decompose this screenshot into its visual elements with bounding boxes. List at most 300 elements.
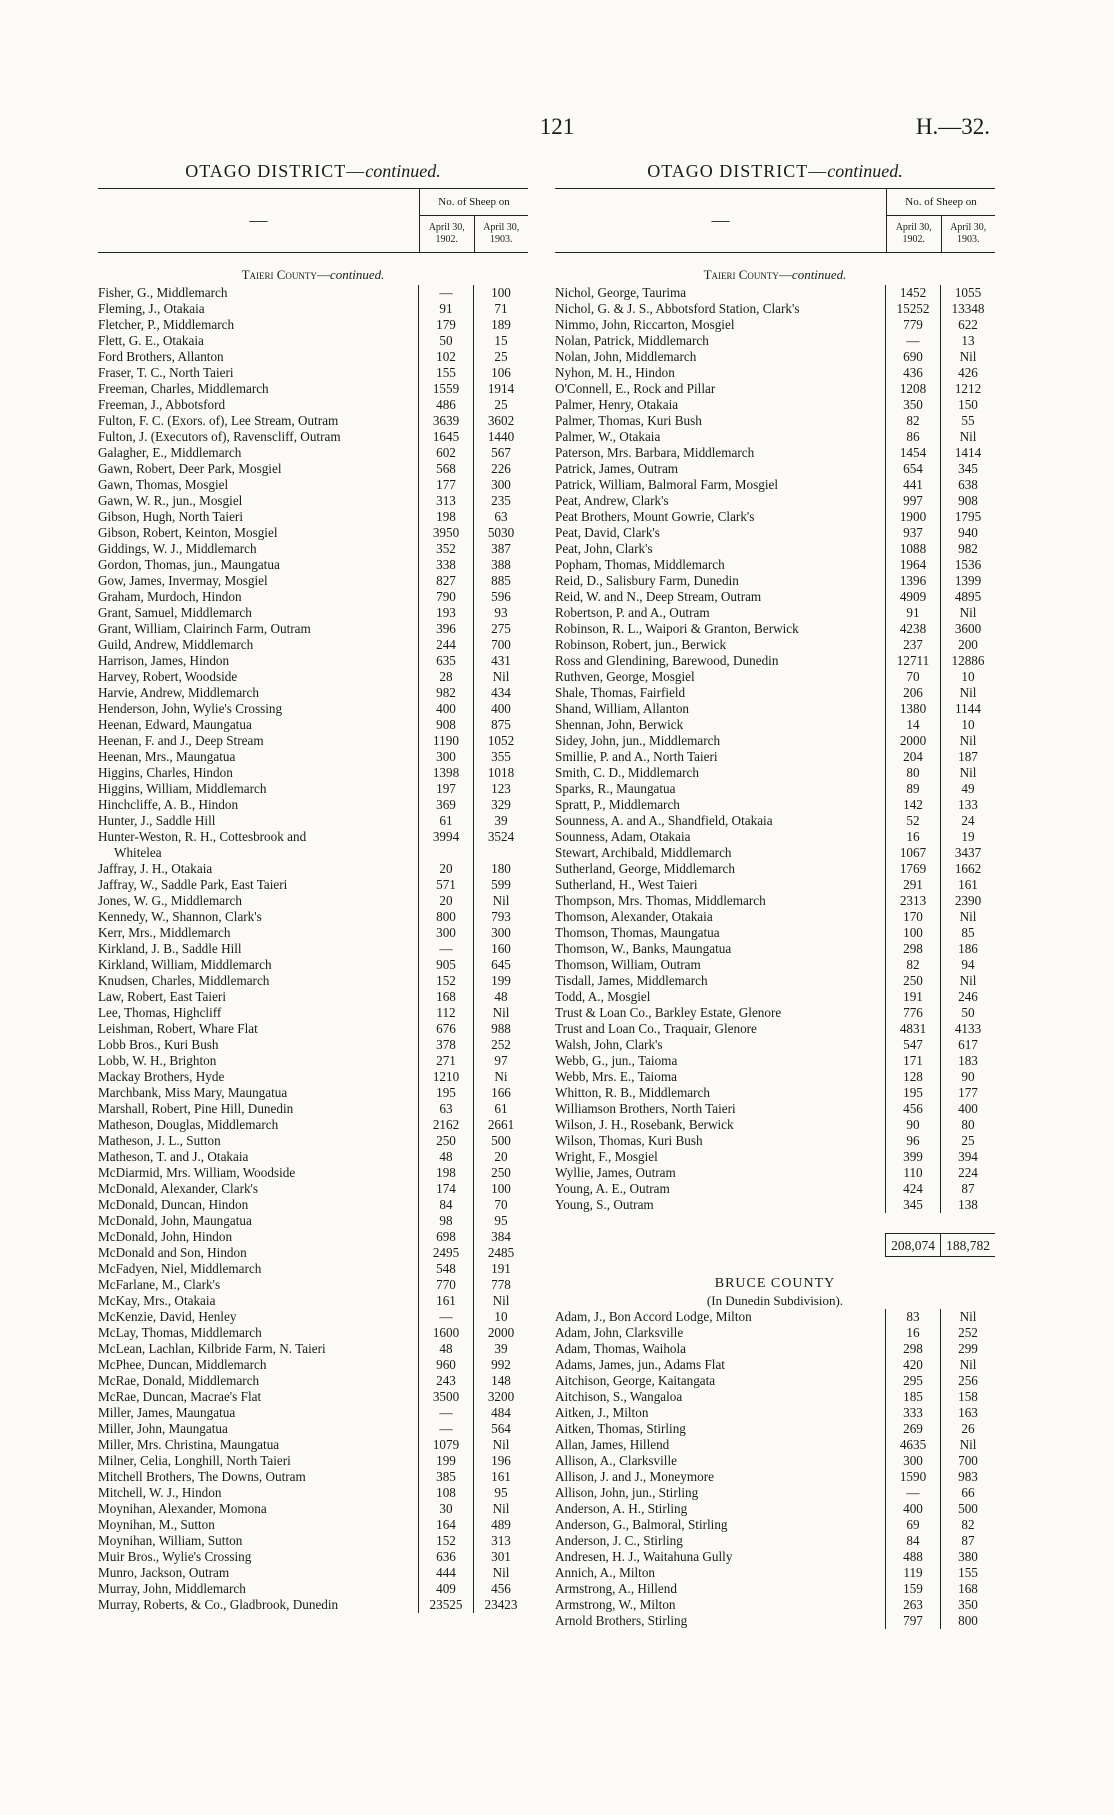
sheep-1902: 776 — [885, 1005, 940, 1021]
section-heading: Taieri County—continued. — [703, 267, 847, 282]
table-row — [555, 477, 995, 493]
table-row — [555, 1517, 995, 1533]
table-row — [98, 349, 528, 365]
sheep-1903: 50 — [940, 1005, 995, 1021]
owner-name: Adam, Thomas, Waihola — [555, 1341, 687, 1356]
table-row — [555, 1325, 995, 1341]
sheep-1902: 161 — [418, 1293, 473, 1309]
sheep-1903: 256 — [940, 1373, 995, 1389]
bruce-county-subtitle: (In Dunedin Subdivision). — [706, 1293, 844, 1308]
sheep-1902: 937 — [885, 525, 940, 541]
sheep-1903: 163 — [940, 1405, 995, 1421]
owner-name: Heenan, Mrs., Maungatua — [98, 749, 236, 764]
table-row — [555, 749, 995, 765]
table-row — [555, 317, 995, 333]
sheep-1903: 3600 — [940, 621, 995, 637]
left-column — [98, 158, 528, 1613]
owner-name: Ford Brothers, Allanton — [98, 349, 224, 364]
sheep-1902: 396 — [418, 621, 473, 637]
table-row — [555, 909, 995, 925]
owner-name: Milner, Celia, Longhill, North Taieri — [98, 1453, 291, 1468]
header-1902: April 30, 1902. — [420, 216, 475, 252]
sheep-1903: 3602 — [473, 413, 528, 429]
sheep-1903: 387 — [473, 541, 528, 557]
owner-name: Marshall, Robert, Pine Hill, Dunedin — [98, 1101, 294, 1116]
table-row — [98, 589, 528, 605]
sheep-1903: 388 — [473, 557, 528, 573]
sheep-1903: 187 — [940, 749, 995, 765]
sheep-1903: 138 — [940, 1197, 995, 1213]
owner-name: Sparks, R., Maungatua — [555, 781, 676, 796]
owner-name: Andresen, H. J., Waitahuna Gully — [555, 1549, 733, 1564]
sheep-1902: 4909 — [885, 589, 940, 605]
table-row — [555, 701, 995, 717]
sheep-1903: 5030 — [473, 525, 528, 541]
table-row — [555, 285, 995, 301]
sheep-1903: 2485 — [473, 1245, 528, 1261]
table-row — [98, 1101, 528, 1117]
owner-name: Shennan, John, Berwick — [555, 717, 684, 732]
owner-name: Nimmo, John, Riccarton, Mosgiel — [555, 317, 735, 332]
table-row — [98, 445, 528, 461]
sheep-1903: 700 — [940, 1453, 995, 1469]
owner-name: Murray, Roberts, & Co., Gladbrook, Dunedin — [98, 1597, 339, 1612]
sheep-1903: 80 — [940, 1117, 995, 1133]
owner-name: Palmer, W., Otakaia — [555, 429, 661, 444]
owner-name: Jones, W. G., Middlemarch — [98, 893, 242, 908]
table-row — [98, 1485, 528, 1501]
owner-name: Miller, John, Maungatua — [98, 1421, 228, 1436]
sheep-1902: 16 — [885, 1325, 940, 1341]
table-row — [98, 1517, 528, 1533]
sheep-1902: 827 — [418, 573, 473, 589]
sheep-1902: 61 — [418, 813, 473, 829]
table-row — [98, 861, 528, 877]
sheep-1903: 793 — [473, 909, 528, 925]
sheep-1902: 800 — [418, 909, 473, 925]
sheep-1903: 300 — [473, 925, 528, 941]
owner-name: Trust and Loan Co., Traquair, Glenore — [555, 1021, 757, 1036]
sheep-1902: 1210 — [418, 1069, 473, 1085]
sheep-1903: 189 — [473, 317, 528, 333]
table-row — [98, 381, 528, 397]
sheep-1903: 123 — [473, 781, 528, 797]
sheep-1903: 1018 — [473, 765, 528, 781]
owner-name: Robinson, Robert, jun., Berwick — [555, 637, 727, 652]
owner-name: Gawn, Thomas, Mosgiel — [98, 477, 229, 492]
owner-name: Lobb Bros., Kuri Bush — [98, 1037, 219, 1052]
sheep-1903: 158 — [940, 1389, 995, 1405]
owner-name: McDonald, Duncan, Hindon — [98, 1197, 249, 1212]
table-row — [98, 1597, 528, 1613]
owner-name: Freeman, Charles, Middlemarch — [98, 381, 269, 396]
sheep-1903: 400 — [473, 701, 528, 717]
owner-name: Nyhon, M. H., Hindon — [555, 365, 675, 380]
table-row — [98, 1405, 528, 1421]
owner-name: Palmer, Thomas, Kuri Bush — [555, 413, 702, 428]
owner-name: Sounness, A. and A., Shandfield, Otakaia — [555, 813, 773, 828]
table-row — [98, 1053, 528, 1069]
sheep-1902: 905 — [418, 957, 473, 973]
sheep-1903: 1536 — [940, 557, 995, 573]
owner-name: Patrick, William, Balmoral Farm, Mosgiel — [555, 477, 779, 492]
sheep-1903: Nil — [940, 733, 995, 749]
owner-name: Wright, F., Mosgiel — [555, 1149, 658, 1164]
sheep-1903: 778 — [473, 1277, 528, 1293]
owner-name: Gordon, Thomas, jun., Maungatua — [98, 557, 280, 572]
sheep-1902: 244 — [418, 637, 473, 653]
sheep-1902: 63 — [418, 1101, 473, 1117]
sheep-1902: 50 — [418, 333, 473, 349]
owner-name: Wilson, Thomas, Kuri Bush — [555, 1133, 703, 1148]
owner-name: Fulton, F. C. (Exors. of), Lee Stream, Outram — [98, 413, 339, 428]
sheep-1903: 1055 — [940, 285, 995, 301]
owner-name: Marchbank, Miss Mary, Maungatua — [98, 1085, 288, 1100]
owner-name: Allison, John, jun., Stirling — [555, 1485, 699, 1500]
header-1902: April 30, 1902. — [887, 216, 942, 252]
sheep-1902: 1454 — [885, 445, 940, 461]
owner-name: Mackay Brothers, Hyde — [98, 1069, 225, 1084]
sheep-1902: 690 — [885, 349, 940, 365]
sheep-1903: 168 — [940, 1581, 995, 1597]
sheep-1902: 12711 — [885, 653, 940, 669]
sheep-1903: 186 — [940, 941, 995, 957]
owner-name: Whitelea — [114, 845, 162, 860]
district-title: OTAGO DISTRICT—continued. — [647, 161, 903, 181]
owner-name: McKay, Mrs., Otakaia — [98, 1293, 216, 1308]
sheep-1903: 19 — [940, 829, 995, 845]
sheep-1903: 1414 — [940, 445, 995, 461]
owner-name: Giddings, W. J., Middlemarch — [98, 541, 257, 556]
sheep-1902: 654 — [885, 461, 940, 477]
table-row — [98, 701, 528, 717]
owner-name: Hunter, J., Saddle Hill — [98, 813, 216, 828]
sheep-1903: 71 — [473, 301, 528, 317]
owner-name: Lee, Thomas, Highcliff — [98, 1005, 222, 1020]
table-row — [98, 461, 528, 477]
sheep-1902: 1190 — [418, 733, 473, 749]
owner-name: Fleming, J., Otakaia — [98, 301, 205, 316]
sheep-1902: 333 — [885, 1405, 940, 1421]
sheep-1902: 263 — [885, 1597, 940, 1613]
sheep-1902: 345 — [885, 1197, 940, 1213]
owner-name: Higgins, William, Middlemarch — [98, 781, 267, 796]
table-row — [98, 1229, 528, 1245]
sheep-1903: 434 — [473, 685, 528, 701]
table-row — [98, 1069, 528, 1085]
owner-name: Kirkland, William, Middlemarch — [98, 957, 272, 972]
owner-name: Wyllie, James, Outram — [555, 1165, 676, 1180]
sheep-1902: 69 — [885, 1517, 940, 1533]
owner-name: Kerr, Mrs., Middlemarch — [98, 925, 231, 940]
owner-name: McRae, Donald, Middlemarch — [98, 1373, 260, 1388]
sheep-1902: 164 — [418, 1517, 473, 1533]
sheep-1902: 698 — [418, 1229, 473, 1245]
owner-name: Mitchell Brothers, The Downs, Outram — [98, 1469, 306, 1484]
owner-name: Freeman, J., Abbotsford — [98, 397, 226, 412]
sheep-1902: 152 — [418, 973, 473, 989]
sheep-1902: 676 — [418, 1021, 473, 1037]
owner-name: Law, Robert, East Taieri — [98, 989, 226, 1004]
sheep-1903: 1052 — [473, 733, 528, 749]
table-row — [555, 301, 995, 317]
table-row — [555, 541, 995, 557]
sheep-1903: 983 — [940, 1469, 995, 1485]
sheep-1903: 39 — [473, 813, 528, 829]
header-1903: April 30, 1903. — [950, 222, 987, 245]
sheep-1902: 152 — [418, 1533, 473, 1549]
table-row — [98, 557, 528, 573]
owner-name: Sounness, Adam, Otakaia — [555, 829, 691, 844]
table-header — [98, 188, 528, 253]
table-row — [555, 557, 995, 573]
owner-name: Annich, A., Milton — [555, 1565, 656, 1580]
sheep-1902: 547 — [885, 1037, 940, 1053]
sheep-1902: 350 — [885, 397, 940, 413]
owner-name: Paterson, Mrs. Barbara, Middlemarch — [555, 445, 755, 460]
sheep-1902: 193 — [418, 605, 473, 621]
owner-name: Matheson, T. and J., Otakaia — [98, 1149, 249, 1164]
sheep-1903: 25 — [940, 1133, 995, 1149]
owner-name: Moynihan, William, Sutton — [98, 1533, 243, 1548]
table-row — [98, 621, 528, 637]
sheep-1903: 25 — [473, 397, 528, 413]
sheep-1902: 486 — [418, 397, 473, 413]
table-row — [98, 973, 528, 989]
sheep-1903: 246 — [940, 989, 995, 1005]
sheep-1903: 394 — [940, 1149, 995, 1165]
sheep-1903: 301 — [473, 1549, 528, 1565]
sheep-1903: 100 — [473, 285, 528, 301]
sheep-1903: 567 — [473, 445, 528, 461]
sheep-1902: 171 — [885, 1053, 940, 1069]
table-row — [98, 669, 528, 685]
table-row — [555, 1533, 995, 1549]
table-row — [98, 1325, 528, 1341]
owner-name: Shand, William, Allanton — [555, 701, 690, 716]
sheep-1903: 4133 — [940, 1021, 995, 1037]
owner-name: Fletcher, P., Middlemarch — [98, 317, 235, 332]
sheep-1903: Nil — [940, 909, 995, 925]
owner-name: Patrick, James, Outram — [555, 461, 679, 476]
sheep-1902: 1645 — [418, 429, 473, 445]
owner-name: Harvie, Andrew, Middlemarch — [98, 685, 260, 700]
owner-name: Williamson Brothers, North Taieri — [555, 1101, 736, 1116]
sheep-1902: — — [885, 333, 940, 349]
table-row — [555, 1613, 995, 1629]
owner-name: Trust & Loan Co., Barkley Estate, Glenore — [555, 1005, 782, 1020]
table-row — [555, 589, 995, 605]
sheep-1903: 940 — [940, 525, 995, 541]
sheep-1902: 197 — [418, 781, 473, 797]
sheep-1902: 1964 — [885, 557, 940, 573]
table-row — [98, 1341, 528, 1357]
owner-name: Thomson, William, Outram — [555, 957, 701, 972]
sheep-1903: 3437 — [940, 845, 995, 861]
sheep-1903: Nil — [940, 605, 995, 621]
table-row — [98, 573, 528, 589]
sheep-1903: 90 — [940, 1069, 995, 1085]
owner-name: Gibson, Robert, Keinton, Mosgiel — [98, 525, 278, 540]
sheep-1902: 185 — [885, 1389, 940, 1405]
sheep-1902: 98 — [418, 1213, 473, 1229]
sheep-1903: 456 — [473, 1581, 528, 1597]
sheep-1903: 200 — [940, 637, 995, 653]
owner-name: Lobb, W. H., Brighton — [98, 1053, 217, 1068]
sheep-1902: 797 — [885, 1613, 940, 1629]
table-row — [555, 797, 995, 813]
sheep-1902: 82 — [885, 957, 940, 973]
sheep-1902: 291 — [885, 877, 940, 893]
owner-name: Galagher, E., Middlemarch — [98, 445, 242, 460]
sheep-1902: 112 — [418, 1005, 473, 1021]
table-row — [555, 1069, 995, 1085]
sheep-1903: Nil — [940, 1357, 995, 1373]
table-row — [555, 1485, 995, 1501]
owner-name: Sidey, John, jun., Middlemarch — [555, 733, 721, 748]
owner-name: Walsh, John, Clark's — [555, 1037, 663, 1052]
owner-name: Grant, William, Clairinch Farm, Outram — [98, 621, 311, 636]
table-row — [98, 1149, 528, 1165]
owner-name: Young, A. E., Outram — [555, 1181, 670, 1196]
sheep-1902: 602 — [418, 445, 473, 461]
sheep-1902: 102 — [418, 349, 473, 365]
sheep-1903: 1399 — [940, 573, 995, 589]
sheep-1902: 3994 — [418, 829, 473, 845]
sheep-1903: 13348 — [940, 301, 995, 317]
table-row — [98, 1437, 528, 1453]
bruce-rows — [555, 1309, 995, 1629]
owner-name: McKenzie, David, Henley — [98, 1309, 237, 1324]
sheep-1903: 85 — [940, 925, 995, 941]
sheep-1902: 1398 — [418, 765, 473, 781]
table-row — [98, 957, 528, 973]
table-row — [555, 1197, 995, 1213]
table-row — [555, 717, 995, 733]
owner-name: McDonald and Son, Hindon — [98, 1245, 247, 1260]
table-row — [98, 1021, 528, 1037]
sheep-1902: 191 — [885, 989, 940, 1005]
table-row — [555, 877, 995, 893]
owner-name: Matheson, J. L., Sutton — [98, 1133, 221, 1148]
table-row — [98, 717, 528, 733]
owner-name: Thomson, Alexander, Otakaia — [555, 909, 713, 924]
table-row — [555, 621, 995, 637]
sheep-1902: 179 — [418, 317, 473, 333]
owner-name: Ross and Glendining, Barewood, Dunedin — [555, 653, 779, 668]
sheep-1902: 1208 — [885, 381, 940, 397]
table-row — [555, 1597, 995, 1613]
sheep-1903: 3524 — [473, 829, 528, 845]
owner-name: Munro, Jackson, Outram — [98, 1565, 230, 1580]
table-row — [98, 845, 528, 861]
owner-name: Gow, James, Invermay, Mosgiel — [98, 573, 268, 588]
table-row — [555, 493, 995, 509]
sheep-1902: 488 — [885, 1549, 940, 1565]
sheep-1902: 119 — [885, 1565, 940, 1581]
sheep-1902: 790 — [418, 589, 473, 605]
owner-name: Whitton, R. B., Middlemarch — [555, 1085, 710, 1100]
table-row — [98, 1245, 528, 1261]
owner-name: Allison, J. and J., Moneymore — [555, 1469, 714, 1484]
table-row — [555, 1549, 995, 1565]
owner-name: Armstrong, W., Milton — [555, 1597, 676, 1612]
sheep-1902: 4831 — [885, 1021, 940, 1037]
table-row — [98, 1357, 528, 1373]
sheep-1902: 456 — [885, 1101, 940, 1117]
sheep-1903: 133 — [940, 797, 995, 813]
table-row — [555, 781, 995, 797]
sheep-1902: 997 — [885, 493, 940, 509]
sheep-1902: 174 — [418, 1181, 473, 1197]
owner-name: Heenan, Edward, Maungatua — [98, 717, 252, 732]
sheep-1902: 82 — [885, 413, 940, 429]
table-row — [555, 637, 995, 653]
sheep-1902: 770 — [418, 1277, 473, 1293]
sheep-1902: 779 — [885, 317, 940, 333]
sheep-1903: 596 — [473, 589, 528, 605]
table-row — [555, 1053, 995, 1069]
table-row — [555, 813, 995, 829]
owner-name: Fisher, G., Middlemarch — [98, 285, 228, 300]
owner-name: Moynihan, M., Sutton — [98, 1517, 215, 1532]
section-heading: Taieri County—continued. — [241, 267, 385, 282]
table-row — [555, 1005, 995, 1021]
owner-name: McDonald, John, Maungatua — [98, 1213, 252, 1228]
sheep-1903: 97 — [473, 1053, 528, 1069]
owner-name: Sutherland, H., West Taieri — [555, 877, 698, 892]
left-rows — [98, 285, 528, 1613]
sheep-1903: 106 — [473, 365, 528, 381]
sheep-1903: 87 — [940, 1533, 995, 1549]
sheep-1903: 196 — [473, 1453, 528, 1469]
table-row — [98, 413, 528, 429]
total-1903: 188,782 — [940, 1233, 995, 1257]
sheep-1903: 252 — [940, 1325, 995, 1341]
owner-name: Leishman, Robert, Whare Flat — [98, 1021, 258, 1036]
sheep-1903: Ni — [473, 1069, 528, 1085]
sheep-1902: 2495 — [418, 1245, 473, 1261]
owner-name: Harrison, James, Hindon — [98, 653, 230, 668]
table-row — [98, 397, 528, 413]
sheep-1903: 275 — [473, 621, 528, 637]
sheep-1903: 617 — [940, 1037, 995, 1053]
owner-name: Adams, James, jun., Adams Flat — [555, 1357, 725, 1372]
sheep-1902: 298 — [885, 941, 940, 957]
sheep-1903: 161 — [940, 877, 995, 893]
sheep-1902: 424 — [885, 1181, 940, 1197]
sheep-1902: 15252 — [885, 301, 940, 317]
owner-name: Moynihan, Alexander, Momona — [98, 1501, 267, 1516]
header-label: — — [98, 189, 420, 253]
sheep-1903: 638 — [940, 477, 995, 493]
table-row — [98, 765, 528, 781]
sheep-1902: 441 — [885, 477, 940, 493]
sheep-1903: 700 — [473, 637, 528, 653]
table-row — [555, 653, 995, 669]
sheep-1902: 369 — [418, 797, 473, 813]
sheep-1902: 982 — [418, 685, 473, 701]
sheep-1902: 108 — [418, 1485, 473, 1501]
owner-name: Jaffray, J. H., Otakaia — [98, 861, 213, 876]
sheep-1902: 1590 — [885, 1469, 940, 1485]
sheep-1902: 198 — [418, 509, 473, 525]
sheep-1902: 89 — [885, 781, 940, 797]
table-row — [98, 541, 528, 557]
owner-name: McFarlane, M., Clark's — [98, 1277, 221, 1292]
table-row — [555, 685, 995, 701]
header-sheep: No. of Sheep on — [420, 189, 528, 216]
